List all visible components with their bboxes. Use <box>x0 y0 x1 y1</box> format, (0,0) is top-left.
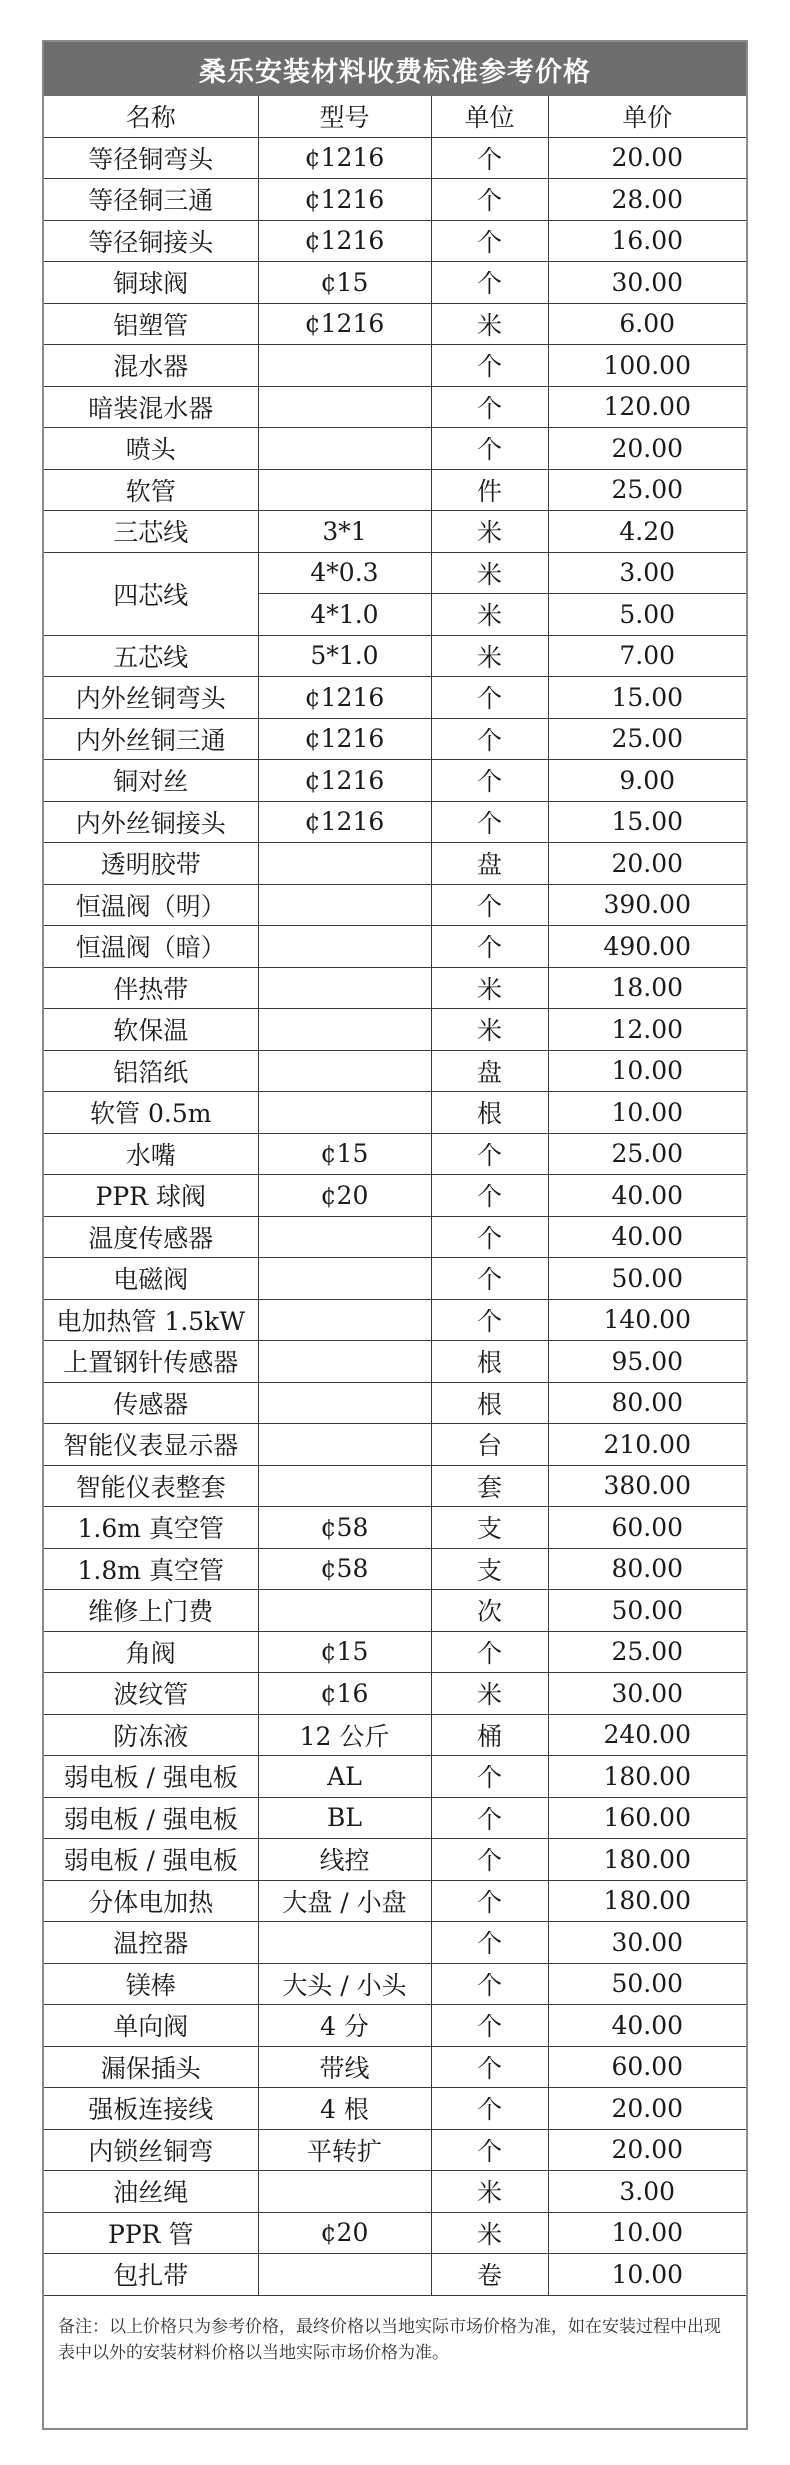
cell-name: 四芯线 <box>44 552 258 635</box>
cell-unit: 个 <box>431 2088 548 2130</box>
table-row <box>44 1839 746 1881</box>
cell-price: 240.00 <box>548 1714 746 1756</box>
cell-price: 50.00 <box>548 1258 746 1300</box>
footnote: 备注：以上价格只为参考价格，最终价格以当地实际市场价格为准，如在安装过程中出现表中以外的安装材料价格以当地实际市场价格为准。 <box>58 2316 721 2363</box>
table-row <box>44 2129 746 2171</box>
cell-unit: 支 <box>431 1507 548 1549</box>
cell-price: 210.00 <box>548 1424 746 1466</box>
table-row <box>44 967 746 1009</box>
cell-unit: 个 <box>431 760 548 802</box>
table-row <box>44 843 746 885</box>
cell-price: 10.00 <box>548 1050 746 1092</box>
cell-price: 3.00 <box>548 552 746 594</box>
cell-name: 传感器 <box>44 1382 258 1424</box>
cell-price: 60.00 <box>548 1507 746 1549</box>
cell-model <box>258 469 431 511</box>
table-row <box>44 303 746 345</box>
price-table <box>44 96 746 2296</box>
cell-name: 等径铜接头 <box>44 220 258 262</box>
table-row <box>44 552 746 594</box>
cell-model <box>258 1216 431 1258</box>
cell-model <box>258 1299 431 1341</box>
cell-model: 线控 <box>258 1839 431 1881</box>
cell-name: 等径铜三通 <box>44 179 258 221</box>
cell-unit: 支 <box>431 1548 548 1590</box>
cell-name: 三芯线 <box>44 511 258 553</box>
table-row <box>44 1922 746 1964</box>
cell-name: 温度传感器 <box>44 1216 258 1258</box>
cell-price: 20.00 <box>548 2088 746 2130</box>
table-row <box>44 386 746 428</box>
cell-model <box>258 1341 431 1383</box>
cell-name: 铜对丝 <box>44 760 258 802</box>
cell-price: 95.00 <box>548 1341 746 1383</box>
cell-price: 180.00 <box>548 1756 746 1798</box>
cell-model: ¢1216 <box>258 760 431 802</box>
cell-unit: 根 <box>431 1092 548 1134</box>
cell-unit: 个 <box>431 1839 548 1881</box>
cell-unit: 个 <box>431 677 548 719</box>
cell-unit: 次 <box>431 1590 548 1632</box>
cell-model: ¢1216 <box>258 137 431 179</box>
cell-price: 140.00 <box>548 1299 746 1341</box>
cell-model: 大头 / 小头 <box>258 1963 431 2005</box>
cell-price: 3.00 <box>548 2171 746 2213</box>
cell-unit: 个 <box>431 137 548 179</box>
cell-price: 6.00 <box>548 303 746 345</box>
table-row <box>44 1092 746 1134</box>
table-row <box>44 760 746 802</box>
cell-price: 30.00 <box>548 1922 746 1964</box>
cell-price: 10.00 <box>548 1092 746 1134</box>
table-row <box>44 1133 746 1175</box>
cell-name: 1.6m 真空管 <box>44 1507 258 1549</box>
cell-model: 12 公斤 <box>258 1714 431 1756</box>
header-price: 单价 <box>548 96 746 137</box>
table-row <box>44 1009 746 1051</box>
cell-unit: 个 <box>431 1175 548 1217</box>
cell-price: 15.00 <box>548 801 746 843</box>
table-row <box>44 345 746 387</box>
cell-model <box>258 1590 431 1632</box>
cell-unit: 米 <box>431 2212 548 2254</box>
cell-unit: 米 <box>431 303 548 345</box>
cell-unit: 根 <box>431 1341 548 1383</box>
cell-unit: 桶 <box>431 1714 548 1756</box>
cell-price: 7.00 <box>548 635 746 677</box>
table-body <box>44 137 746 2295</box>
cell-model <box>258 1092 431 1134</box>
cell-unit: 个 <box>431 1299 548 1341</box>
cell-name: 分体电加热 <box>44 1880 258 1922</box>
cell-model: ¢15 <box>258 1631 431 1673</box>
cell-unit: 米 <box>431 552 548 594</box>
cell-model: ¢58 <box>258 1548 431 1590</box>
cell-unit: 个 <box>431 345 548 387</box>
table-row <box>44 1424 746 1466</box>
cell-name: 软保温 <box>44 1009 258 1051</box>
cell-price: 40.00 <box>548 1175 746 1217</box>
table-row <box>44 1631 746 1673</box>
cell-price: 390.00 <box>548 884 746 926</box>
cell-name: 弱电板 / 强电板 <box>44 1839 258 1881</box>
cell-unit: 个 <box>431 1258 548 1300</box>
cell-name: 温控器 <box>44 1922 258 1964</box>
cell-unit: 个 <box>431 926 548 968</box>
table-header-row <box>44 96 746 137</box>
cell-unit: 个 <box>431 220 548 262</box>
cell-unit: 台 <box>431 1424 548 1466</box>
table-row <box>44 1756 746 1798</box>
cell-model: 大盘 / 小盘 <box>258 1880 431 1922</box>
table-row <box>44 718 746 760</box>
table-row <box>44 1382 746 1424</box>
cell-model: ¢58 <box>258 1507 431 1549</box>
header-unit: 单位 <box>431 96 548 137</box>
cell-model: ¢20 <box>258 1175 431 1217</box>
table-row <box>44 179 746 221</box>
cell-name: 电磁阀 <box>44 1258 258 1300</box>
table-row <box>44 801 746 843</box>
cell-price: 50.00 <box>548 1590 746 1632</box>
cell-unit: 米 <box>431 635 548 677</box>
cell-price: 20.00 <box>548 137 746 179</box>
table-row <box>44 1548 746 1590</box>
cell-name: 弱电板 / 强电板 <box>44 1797 258 1839</box>
cell-name: 水嘴 <box>44 1133 258 1175</box>
cell-name: 铝箔纸 <box>44 1050 258 1092</box>
table-row <box>44 1050 746 1092</box>
cell-unit: 个 <box>431 1880 548 1922</box>
cell-price: 490.00 <box>548 926 746 968</box>
cell-model <box>258 386 431 428</box>
table-row <box>44 1175 746 1217</box>
cell-price: 60.00 <box>548 2046 746 2088</box>
cell-model <box>258 345 431 387</box>
cell-name: 智能仪表显示器 <box>44 1424 258 1466</box>
cell-name: 漏保插头 <box>44 2046 258 2088</box>
cell-unit: 个 <box>431 1631 548 1673</box>
cell-price: 50.00 <box>548 1963 746 2005</box>
cell-unit: 米 <box>431 594 548 636</box>
cell-price: 10.00 <box>548 2254 746 2296</box>
table-row <box>44 1714 746 1756</box>
cell-price: 180.00 <box>548 1839 746 1881</box>
cell-price: 20.00 <box>548 2129 746 2171</box>
cell-model: 5*1.0 <box>258 635 431 677</box>
header-name: 名称 <box>44 96 258 137</box>
cell-price: 20.00 <box>548 428 746 470</box>
cell-price: 12.00 <box>548 1009 746 1051</box>
cell-name: 伴热带 <box>44 967 258 1009</box>
cell-name: 恒温阀（暗） <box>44 926 258 968</box>
cell-model: ¢1216 <box>258 677 431 719</box>
cell-unit: 个 <box>431 1797 548 1839</box>
cell-name: 包扎带 <box>44 2254 258 2296</box>
cell-unit: 个 <box>431 1963 548 2005</box>
cell-model: 带线 <box>258 2046 431 2088</box>
cell-unit: 米 <box>431 1009 548 1051</box>
cell-unit: 个 <box>431 801 548 843</box>
cell-model: 4*1.0 <box>258 594 431 636</box>
price-sheet <box>42 40 748 2430</box>
cell-name: 防冻液 <box>44 1714 258 1756</box>
cell-unit: 米 <box>431 967 548 1009</box>
cell-name: 喷头 <box>44 428 258 470</box>
cell-model <box>258 1382 431 1424</box>
cell-model <box>258 2254 431 2296</box>
cell-model <box>258 1009 431 1051</box>
cell-name: PPR 管 <box>44 2212 258 2254</box>
header-model: 型号 <box>258 96 431 137</box>
cell-model: 平转扩 <box>258 2129 431 2171</box>
cell-name: 暗装混水器 <box>44 386 258 428</box>
cell-price: 40.00 <box>548 1216 746 1258</box>
table-row <box>44 262 746 304</box>
cell-name: 软管 0.5m <box>44 1092 258 1134</box>
page-title: 桑乐安装材料收费标准参考价格 <box>44 42 746 96</box>
cell-name: 铝塑管 <box>44 303 258 345</box>
cell-name: 波纹管 <box>44 1673 258 1715</box>
cell-name: 维修上门费 <box>44 1590 258 1632</box>
table-row <box>44 1216 746 1258</box>
cell-model <box>258 884 431 926</box>
cell-name: 角阀 <box>44 1631 258 1673</box>
cell-name: 电加热管 1.5kW <box>44 1299 258 1341</box>
cell-model <box>258 843 431 885</box>
cell-name: 镁棒 <box>44 1963 258 2005</box>
cell-name: 智能仪表整套 <box>44 1465 258 1507</box>
table-row <box>44 511 746 553</box>
cell-name: 混水器 <box>44 345 258 387</box>
cell-unit: 米 <box>431 2171 548 2213</box>
cell-unit: 个 <box>431 2005 548 2047</box>
cell-unit: 个 <box>431 2129 548 2171</box>
cell-model: 4 根 <box>258 2088 431 2130</box>
cell-model: AL <box>258 1756 431 1798</box>
cell-name: 等径铜弯头 <box>44 137 258 179</box>
cell-name: 1.8m 真空管 <box>44 1548 258 1590</box>
cell-name: 透明胶带 <box>44 843 258 885</box>
cell-unit: 个 <box>431 386 548 428</box>
cell-model <box>258 1922 431 1964</box>
table-row <box>44 1673 746 1715</box>
cell-model: 3*1 <box>258 511 431 553</box>
cell-model <box>258 1050 431 1092</box>
cell-unit: 盘 <box>431 843 548 885</box>
table-row <box>44 1258 746 1300</box>
cell-price: 40.00 <box>548 2005 746 2047</box>
table-row <box>44 1880 746 1922</box>
table-row <box>44 2254 746 2296</box>
cell-unit: 盘 <box>431 1050 548 1092</box>
cell-model: ¢1216 <box>258 718 431 760</box>
cell-unit: 个 <box>431 262 548 304</box>
table-row <box>44 2171 746 2213</box>
table-row <box>44 137 746 179</box>
cell-price: 18.00 <box>548 967 746 1009</box>
cell-price: 80.00 <box>548 1382 746 1424</box>
cell-price: 120.00 <box>548 386 746 428</box>
table-row <box>44 884 746 926</box>
cell-price: 160.00 <box>548 1797 746 1839</box>
cell-unit: 个 <box>431 2046 548 2088</box>
cell-unit: 件 <box>431 469 548 511</box>
cell-model: ¢15 <box>258 262 431 304</box>
cell-name: 内外丝铜弯头 <box>44 677 258 719</box>
cell-model: ¢1216 <box>258 303 431 345</box>
cell-unit: 米 <box>431 1673 548 1715</box>
cell-price: 80.00 <box>548 1548 746 1590</box>
cell-price: 20.00 <box>548 843 746 885</box>
cell-model <box>258 967 431 1009</box>
table-row <box>44 469 746 511</box>
table-row <box>44 635 746 677</box>
cell-model: 4 分 <box>258 2005 431 2047</box>
cell-price: 180.00 <box>548 1880 746 1922</box>
table-row <box>44 2005 746 2047</box>
cell-unit: 根 <box>431 1382 548 1424</box>
cell-price: 16.00 <box>548 220 746 262</box>
cell-name: 五芯线 <box>44 635 258 677</box>
cell-model: ¢1216 <box>258 801 431 843</box>
cell-name: 弱电板 / 强电板 <box>44 1756 258 1798</box>
table-row <box>44 926 746 968</box>
cell-price: 28.00 <box>548 179 746 221</box>
table-row <box>44 2088 746 2130</box>
cell-name: PPR 球阀 <box>44 1175 258 1217</box>
table-row <box>44 1797 746 1839</box>
cell-model <box>258 1258 431 1300</box>
cell-model <box>258 926 431 968</box>
cell-name: 强板连接线 <box>44 2088 258 2130</box>
table-row <box>44 428 746 470</box>
cell-unit: 套 <box>431 1465 548 1507</box>
cell-name: 内外丝铜三通 <box>44 718 258 760</box>
table-row <box>44 1465 746 1507</box>
cell-price: 100.00 <box>548 345 746 387</box>
cell-price: 25.00 <box>548 469 746 511</box>
cell-price: 15.00 <box>548 677 746 719</box>
cell-name: 单向阀 <box>44 2005 258 2047</box>
table-row <box>44 1590 746 1632</box>
cell-model: ¢16 <box>258 1673 431 1715</box>
cell-price: 5.00 <box>548 594 746 636</box>
cell-model: ¢1216 <box>258 220 431 262</box>
cell-price: 30.00 <box>548 262 746 304</box>
table-row <box>44 1299 746 1341</box>
cell-unit: 个 <box>431 1216 548 1258</box>
table-row <box>44 1507 746 1549</box>
cell-price: 9.00 <box>548 760 746 802</box>
cell-unit: 个 <box>431 428 548 470</box>
cell-price: 380.00 <box>548 1465 746 1507</box>
table-row <box>44 2212 746 2254</box>
cell-name: 油丝绳 <box>44 2171 258 2213</box>
cell-name: 软管 <box>44 469 258 511</box>
cell-name: 上置钢针传感器 <box>44 1341 258 1383</box>
table-row <box>44 220 746 262</box>
cell-model <box>258 2171 431 2213</box>
table-row <box>44 1963 746 2005</box>
cell-model <box>258 428 431 470</box>
table-row <box>44 1341 746 1383</box>
cell-price: 25.00 <box>548 718 746 760</box>
cell-name: 恒温阀（明） <box>44 884 258 926</box>
cell-unit: 个 <box>431 718 548 760</box>
cell-model: ¢15 <box>258 1133 431 1175</box>
cell-name: 内锁丝铜弯 <box>44 2129 258 2171</box>
cell-model <box>258 1465 431 1507</box>
cell-name: 铜球阀 <box>44 262 258 304</box>
cell-price: 10.00 <box>548 2212 746 2254</box>
cell-model <box>258 1424 431 1466</box>
cell-price: 25.00 <box>548 1133 746 1175</box>
cell-price: 4.20 <box>548 511 746 553</box>
cell-unit: 个 <box>431 1756 548 1798</box>
cell-unit: 个 <box>431 1922 548 1964</box>
cell-model: 4*0.3 <box>258 552 431 594</box>
table-row <box>44 677 746 719</box>
table-row <box>44 2046 746 2088</box>
cell-unit: 卷 <box>431 2254 548 2296</box>
cell-unit: 个 <box>431 884 548 926</box>
cell-unit: 个 <box>431 1133 548 1175</box>
cell-price: 30.00 <box>548 1673 746 1715</box>
cell-unit: 米 <box>431 511 548 553</box>
cell-model: BL <box>258 1797 431 1839</box>
cell-unit: 个 <box>431 179 548 221</box>
cell-price: 25.00 <box>548 1631 746 1673</box>
cell-name: 内外丝铜接头 <box>44 801 258 843</box>
cell-model: ¢20 <box>258 2212 431 2254</box>
cell-model: ¢1216 <box>258 179 431 221</box>
